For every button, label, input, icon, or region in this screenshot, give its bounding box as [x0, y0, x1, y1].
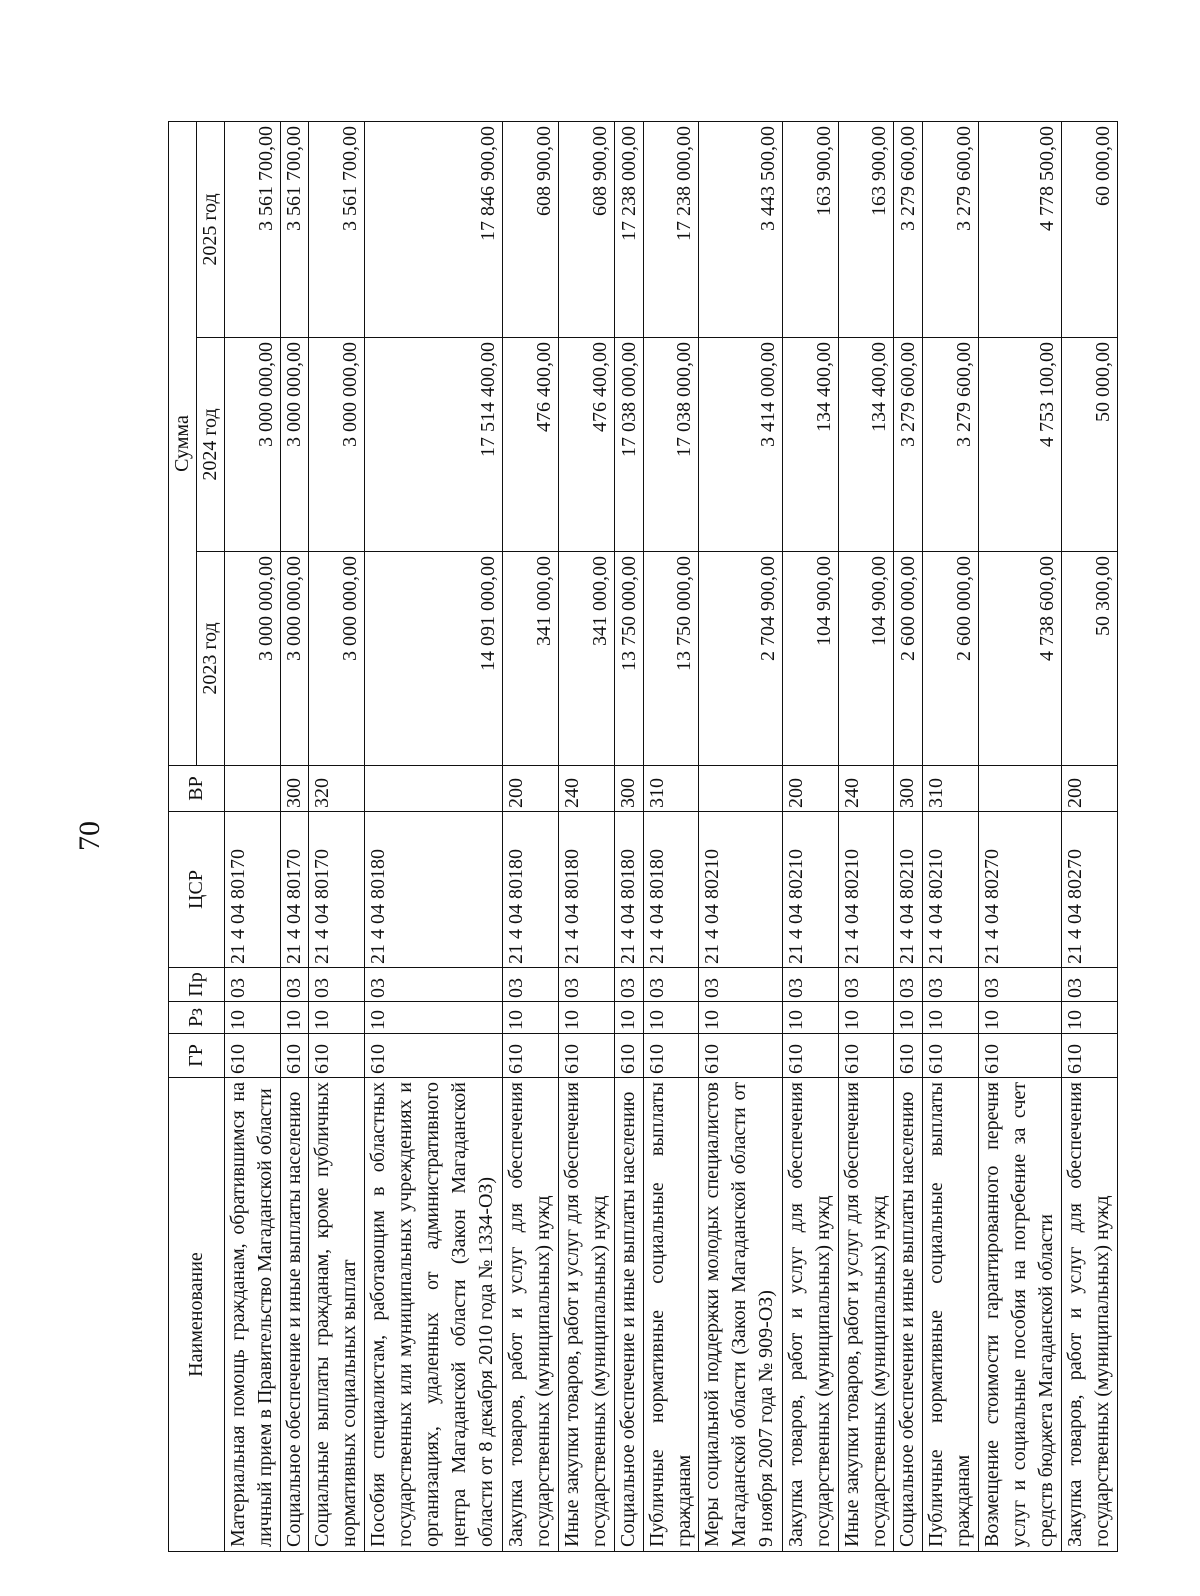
row-csr-cell: 21 4 04 80170 [280, 812, 308, 968]
row-vr-cell: 240 [559, 766, 615, 812]
row-rz-cell: 10 [1062, 1002, 1118, 1034]
row-vr-cell [699, 766, 782, 812]
row-csr-cell: 21 4 04 80170 [225, 812, 281, 968]
table-row [978, 121, 1061, 1551]
row-gr-cell: 610 [615, 1034, 643, 1078]
row-gr-cell: 610 [894, 1034, 922, 1078]
row-pr-cell: 03 [309, 968, 365, 1002]
row-pr-cell: 03 [365, 968, 503, 1002]
row-gr-cell: 610 [503, 1034, 559, 1078]
row-gr-cell: 610 [225, 1034, 281, 1078]
row-csr-cell: 21 4 04 80180 [643, 812, 699, 968]
row-name-cell: Иные закупки товаров, работ и услуг для обеспечения государственных (муниципальных) нужд [559, 1078, 615, 1552]
row-rz-cell: 10 [699, 1002, 782, 1034]
row-name-cell: Возмещение стоимости гарантированного перечня услуг и социальные пособия на погребение за счет средств бюджета Магаданской области [978, 1078, 1061, 1552]
row-name-cell: Закупка товаров, работ и услуг для обеспечения государственных (муниципальных) нужд [503, 1078, 559, 1552]
row-pr-cell: 03 [225, 968, 281, 1002]
header-pr: Пр [169, 968, 225, 1002]
header-gr: ГР [169, 1034, 225, 1078]
row-csr-cell: 21 4 04 80170 [309, 812, 365, 968]
table-row [559, 121, 615, 1551]
row-2024-cell: 3 000 000,00 [309, 338, 365, 552]
row-pr-cell: 03 [280, 968, 308, 1002]
table-body [225, 121, 1118, 1551]
table-row [699, 121, 782, 1551]
row-rz-cell: 10 [225, 1002, 281, 1034]
table-row [503, 121, 559, 1551]
table-row [922, 121, 978, 1551]
row-2023-cell: 2 600 000,00 [894, 552, 922, 766]
row-vr-cell: 310 [922, 766, 978, 812]
header-2025: 2025 год [197, 121, 225, 337]
header-sum: Сумма [169, 121, 197, 765]
row-rz-cell: 10 [615, 1002, 643, 1034]
row-2023-cell: 104 900,00 [838, 552, 894, 766]
row-pr-cell: 03 [894, 968, 922, 1002]
page-number: 70 [73, 821, 106, 851]
row-2024-cell: 17 038 000,00 [643, 338, 699, 552]
row-vr-cell: 200 [503, 766, 559, 812]
row-2025-cell: 3 443 500,00 [699, 121, 782, 337]
row-vr-cell: 200 [782, 766, 838, 812]
header-rz: Рз [169, 1002, 225, 1034]
row-rz-cell: 10 [503, 1002, 559, 1034]
row-pr-cell: 03 [978, 968, 1061, 1002]
row-vr-cell: 300 [280, 766, 308, 812]
budget-table [168, 121, 1118, 1552]
row-2024-cell: 17 514 400,00 [365, 338, 503, 552]
row-csr-cell: 21 4 04 80210 [922, 812, 978, 968]
row-gr-cell: 610 [559, 1034, 615, 1078]
row-gr-cell: 610 [782, 1034, 838, 1078]
header-csr: ЦСР [169, 812, 225, 968]
row-name-cell: Публичные нормативные социальные выплаты гражданам [643, 1078, 699, 1552]
row-csr-cell: 21 4 04 80180 [559, 812, 615, 968]
row-pr-cell: 03 [782, 968, 838, 1002]
row-rz-cell: 10 [894, 1002, 922, 1034]
row-2025-cell: 3 279 600,00 [894, 121, 922, 337]
row-vr-cell: 300 [894, 766, 922, 812]
row-vr-cell [225, 766, 281, 812]
row-name-cell: Меры социальной поддержки молодых специалистов Магаданской области (Закон Магаданской области от 9 ноября 2007 года № 909-ОЗ) [699, 1078, 782, 1552]
row-2025-cell: 608 900,00 [503, 121, 559, 337]
row-name-cell: Закупка товаров, работ и услуг для обеспечения государственных (муниципальных) нужд [782, 1078, 838, 1552]
row-pr-cell: 03 [838, 968, 894, 1002]
row-pr-cell: 03 [503, 968, 559, 1002]
row-pr-cell: 03 [922, 968, 978, 1002]
row-2023-cell: 2 704 900,00 [699, 552, 782, 766]
row-2025-cell: 163 900,00 [838, 121, 894, 337]
row-rz-cell: 10 [838, 1002, 894, 1034]
row-2023-cell: 13 750 000,00 [643, 552, 699, 766]
row-gr-cell: 610 [1062, 1034, 1118, 1078]
row-2023-cell: 4 738 600,00 [978, 552, 1061, 766]
row-rz-cell: 10 [280, 1002, 308, 1034]
row-rz-cell: 10 [309, 1002, 365, 1034]
row-csr-cell: 21 4 04 80270 [1062, 812, 1118, 968]
row-gr-cell: 610 [280, 1034, 308, 1078]
row-name-cell: Социальное обеспечение и иные выплаты населению [280, 1078, 308, 1552]
row-pr-cell: 03 [559, 968, 615, 1002]
row-2025-cell: 17 238 000,00 [615, 121, 643, 337]
row-2023-cell: 104 900,00 [782, 552, 838, 766]
header-2024: 2024 год [197, 338, 225, 552]
row-csr-cell: 21 4 04 80210 [838, 812, 894, 968]
row-pr-cell: 03 [615, 968, 643, 1002]
row-2024-cell: 50 000,00 [1062, 338, 1118, 552]
row-2024-cell: 3 414 000,00 [699, 338, 782, 552]
row-rz-cell: 10 [978, 1002, 1061, 1034]
row-2024-cell: 134 400,00 [782, 338, 838, 552]
table-row [838, 121, 894, 1551]
row-gr-cell: 610 [922, 1034, 978, 1078]
row-vr-cell: 300 [615, 766, 643, 812]
row-csr-cell: 21 4 04 80270 [978, 812, 1061, 968]
row-2025-cell: 3 279 600,00 [922, 121, 978, 337]
row-2023-cell: 13 750 000,00 [615, 552, 643, 766]
table-row [782, 121, 838, 1551]
row-2023-cell: 3 000 000,00 [225, 552, 281, 766]
row-name-cell: Публичные нормативные социальные выплаты гражданам [922, 1078, 978, 1552]
row-2025-cell: 4 778 500,00 [978, 121, 1061, 337]
header-vr: ВР [169, 766, 225, 812]
row-csr-cell: 21 4 04 80180 [365, 812, 503, 968]
row-csr-cell: 21 4 04 80210 [782, 812, 838, 968]
row-2024-cell: 17 038 000,00 [615, 338, 643, 552]
row-csr-cell: 21 4 04 80210 [699, 812, 782, 968]
table-row [615, 121, 643, 1551]
row-name-cell: Социальные выплаты гражданам, кроме публичных нормативных социальных выплат [309, 1078, 365, 1552]
row-csr-cell: 21 4 04 80210 [894, 812, 922, 968]
row-vr-cell: 310 [643, 766, 699, 812]
row-rz-cell: 10 [922, 1002, 978, 1034]
table-row [365, 121, 503, 1551]
row-2024-cell: 476 400,00 [559, 338, 615, 552]
row-vr-cell: 320 [309, 766, 365, 812]
row-vr-cell: 200 [1062, 766, 1118, 812]
row-2025-cell: 3 561 700,00 [280, 121, 308, 337]
row-2025-cell: 17 846 900,00 [365, 121, 503, 337]
table-row [225, 121, 281, 1551]
row-rz-cell: 10 [365, 1002, 503, 1034]
row-2025-cell: 3 561 700,00 [225, 121, 281, 337]
row-csr-cell: 21 4 04 80180 [503, 812, 559, 968]
row-gr-cell: 610 [978, 1034, 1061, 1078]
row-2023-cell: 3 000 000,00 [309, 552, 365, 766]
row-name-cell: Материальная помощь гражданам, обратившимся на личный прием в Правительство Магаданской области [225, 1078, 281, 1552]
row-2024-cell: 476 400,00 [503, 338, 559, 552]
header-2023: 2023 год [197, 552, 225, 766]
row-pr-cell: 03 [643, 968, 699, 1002]
row-2023-cell: 3 000 000,00 [280, 552, 308, 766]
table-row [894, 121, 922, 1551]
row-pr-cell: 03 [699, 968, 782, 1002]
row-gr-cell: 610 [365, 1034, 503, 1078]
row-gr-cell: 610 [838, 1034, 894, 1078]
row-name-cell: Социальное обеспечение и иные выплаты населению [894, 1078, 922, 1552]
table-row [280, 121, 308, 1551]
row-pr-cell: 03 [1062, 968, 1118, 1002]
table-row [643, 121, 699, 1551]
row-2023-cell: 50 300,00 [1062, 552, 1118, 766]
row-2025-cell: 17 238 000,00 [643, 121, 699, 337]
row-gr-cell: 610 [643, 1034, 699, 1078]
budget-table-sheet [168, 122, 1118, 1552]
row-2025-cell: 3 561 700,00 [309, 121, 365, 337]
row-2023-cell: 2 600 000,00 [922, 552, 978, 766]
row-rz-cell: 10 [782, 1002, 838, 1034]
row-name-cell: Социальное обеспечение и иные выплаты населению [615, 1078, 643, 1552]
row-2025-cell: 608 900,00 [559, 121, 615, 337]
row-name-cell: Пособия специалистам, работающим в областных государственных или муниципальных учреждениях и организациях, удаленных от административного центра Магаданской области (Закон Магаданской области от 8 декабря 2010 года № 1334-ОЗ) [365, 1078, 503, 1552]
row-vr-cell: 240 [838, 766, 894, 812]
row-csr-cell: 21 4 04 80180 [615, 812, 643, 968]
row-name-cell: Закупка товаров, работ и услуг для обеспечения государственных (муниципальных) нужд [1062, 1078, 1118, 1552]
row-2025-cell: 60 000,00 [1062, 121, 1118, 337]
row-name-cell: Иные закупки товаров, работ и услуг для обеспечения государственных (муниципальных) нужд [838, 1078, 894, 1552]
row-2025-cell: 163 900,00 [782, 121, 838, 337]
row-2024-cell: 3 279 600,00 [922, 338, 978, 552]
row-2024-cell: 3 000 000,00 [280, 338, 308, 552]
row-2024-cell: 3 000 000,00 [225, 338, 281, 552]
row-gr-cell: 610 [699, 1034, 782, 1078]
row-2023-cell: 341 000,00 [503, 552, 559, 766]
row-rz-cell: 10 [643, 1002, 699, 1034]
row-2023-cell: 14 091 000,00 [365, 552, 503, 766]
table-row [309, 121, 365, 1551]
row-gr-cell: 610 [309, 1034, 365, 1078]
header-name: Наименование [169, 1078, 225, 1552]
row-2023-cell: 341 000,00 [559, 552, 615, 766]
row-2024-cell: 4 753 100,00 [978, 338, 1061, 552]
row-vr-cell [978, 766, 1061, 812]
row-2024-cell: 134 400,00 [838, 338, 894, 552]
table-row [1062, 121, 1118, 1551]
row-2024-cell: 3 279 600,00 [894, 338, 922, 552]
row-vr-cell [365, 766, 503, 812]
row-rz-cell: 10 [559, 1002, 615, 1034]
